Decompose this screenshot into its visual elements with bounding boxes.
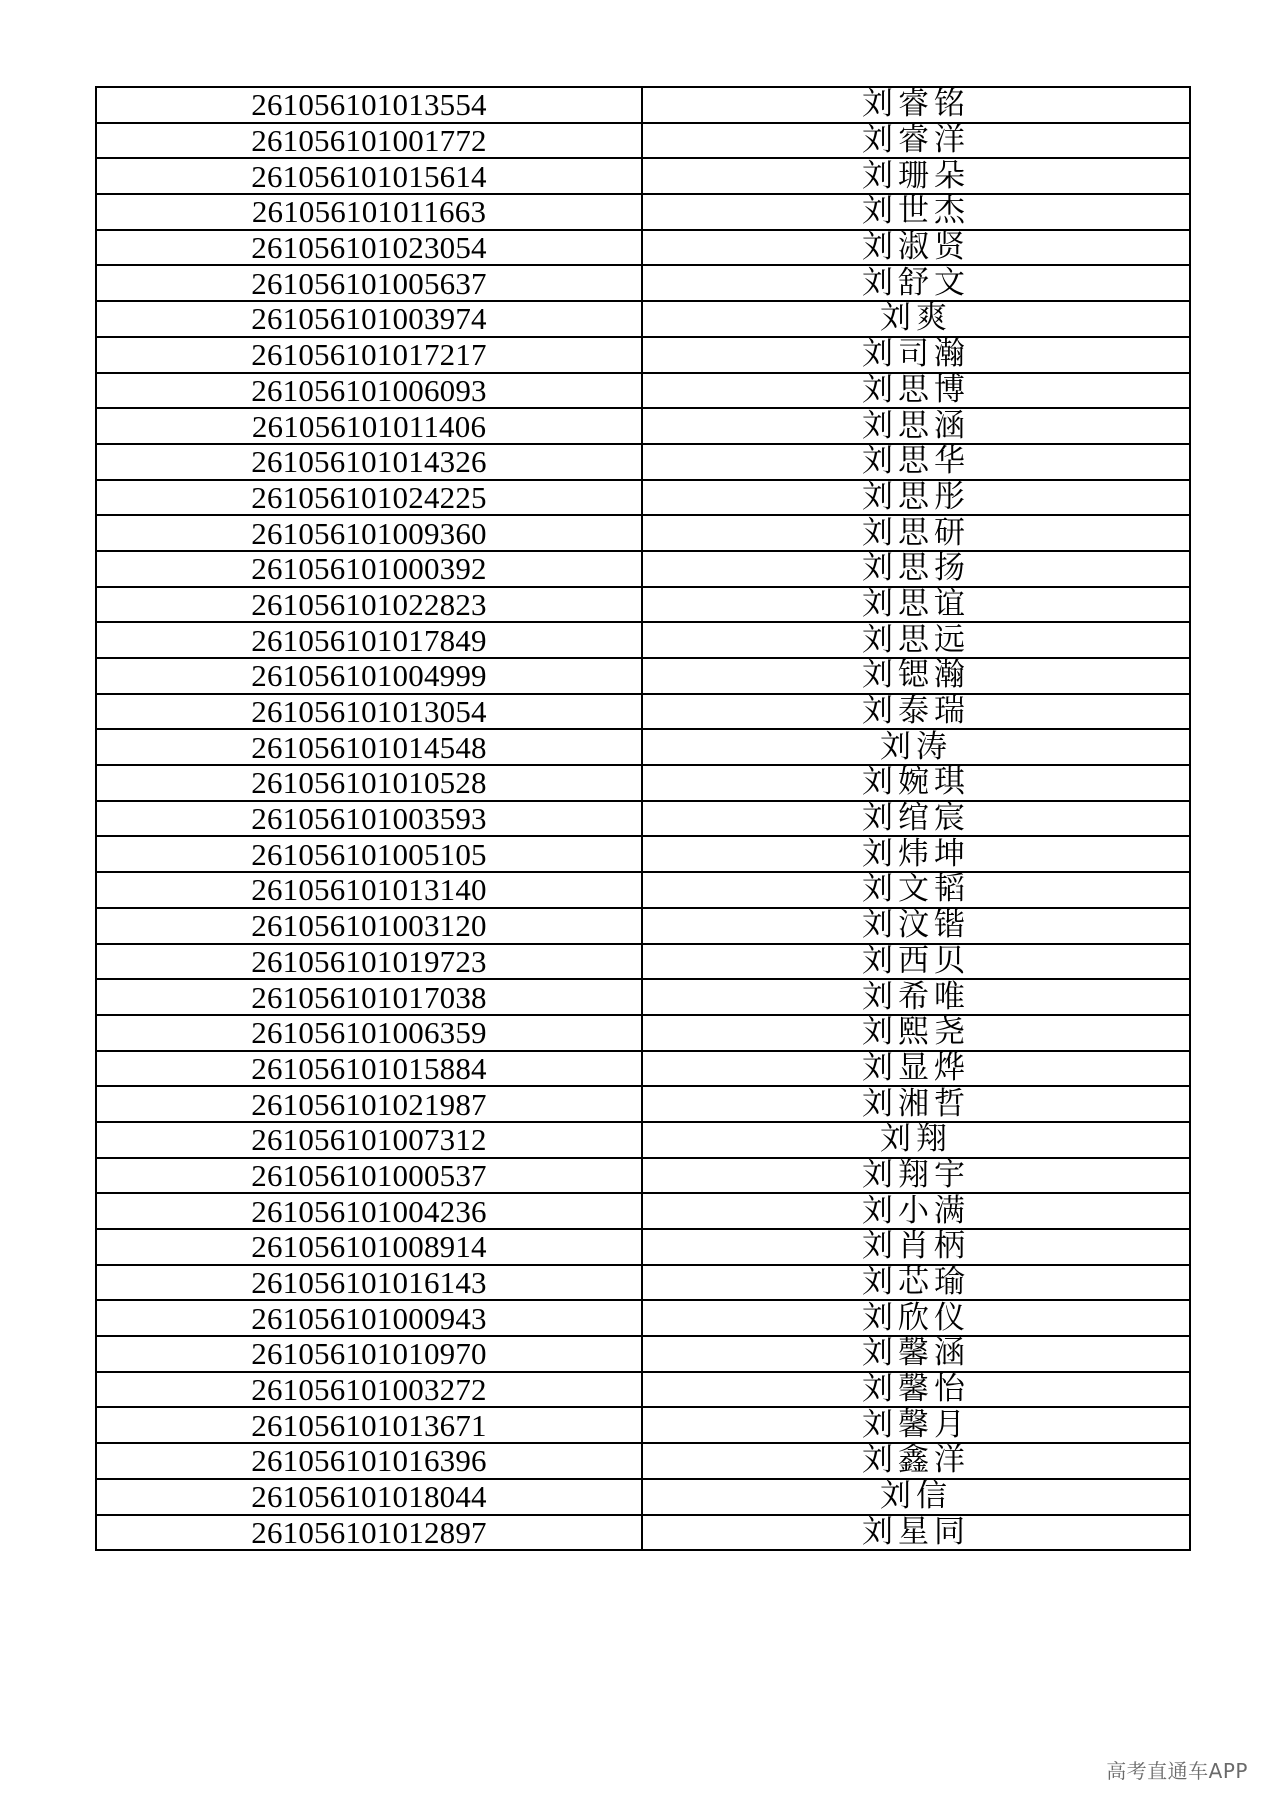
table-row	[96, 1158, 1190, 1194]
candidate-id-cell: 261056101007312	[96, 1122, 642, 1158]
candidate-name-cell: 刘泰瑞	[642, 694, 1190, 730]
candidate-id-cell: 261056101008914	[96, 1229, 642, 1265]
roster-table-body	[96, 87, 1190, 1550]
candidate-id-cell: 261056101019723	[96, 944, 642, 980]
table-row	[96, 1372, 1190, 1408]
table-row	[96, 230, 1190, 266]
candidate-id-cell: 261056101000943	[96, 1300, 642, 1336]
watermark-text: 高考直通车APP	[1106, 1759, 1248, 1783]
table-row	[96, 1515, 1190, 1551]
candidate-id-cell: 261056101005637	[96, 265, 642, 301]
table-row	[96, 194, 1190, 230]
candidate-name-cell: 刘思扬	[642, 551, 1190, 587]
table-row	[96, 1086, 1190, 1122]
table-row	[96, 408, 1190, 444]
candidate-name-cell: 刘西贝	[642, 944, 1190, 980]
candidate-id-cell: 261056101013554	[96, 87, 642, 123]
candidate-name-cell: 刘湘哲	[642, 1086, 1190, 1122]
candidate-id-cell: 261056101012897	[96, 1515, 642, 1551]
candidate-name-cell: 刘世杰	[642, 194, 1190, 230]
candidate-name-cell: 刘馨怡	[642, 1372, 1190, 1408]
roster-sheet	[95, 86, 1189, 1551]
candidate-name-cell: 刘绾宸	[642, 801, 1190, 837]
candidate-id-cell: 261056101015614	[96, 158, 642, 194]
candidate-name-cell: 刘睿铭	[642, 87, 1190, 123]
candidate-id-cell: 261056101003272	[96, 1372, 642, 1408]
table-row	[96, 480, 1190, 516]
table-row	[96, 729, 1190, 765]
table-row	[96, 123, 1190, 159]
table-row	[96, 872, 1190, 908]
candidate-id-cell: 261056101006093	[96, 373, 642, 409]
candidate-name-cell: 刘珊朵	[642, 158, 1190, 194]
candidate-name-cell: 刘小满	[642, 1193, 1190, 1229]
candidate-name-cell: 刘思涵	[642, 408, 1190, 444]
candidate-name-cell: 刘睿洋	[642, 123, 1190, 159]
candidate-id-cell: 261056101006359	[96, 1015, 642, 1051]
table-row	[96, 765, 1190, 801]
table-row	[96, 1300, 1190, 1336]
table-row	[96, 87, 1190, 123]
candidate-id-cell: 261056101011406	[96, 408, 642, 444]
candidate-id-cell: 261056101003120	[96, 908, 642, 944]
candidate-name-cell: 刘思研	[642, 515, 1190, 551]
candidate-id-cell: 261056101014326	[96, 444, 642, 480]
table-row	[96, 622, 1190, 658]
table-row	[96, 1051, 1190, 1087]
candidate-name-cell: 刘思谊	[642, 587, 1190, 623]
candidate-name-cell: 刘淑贤	[642, 230, 1190, 266]
candidate-id-cell: 261056101013140	[96, 872, 642, 908]
table-row	[96, 836, 1190, 872]
table-row	[96, 979, 1190, 1015]
candidate-id-cell: 261056101015884	[96, 1051, 642, 1087]
candidate-name-cell: 刘翔宇	[642, 1158, 1190, 1194]
candidate-name-cell: 刘肖柄	[642, 1229, 1190, 1265]
candidate-id-cell: 261056101003974	[96, 301, 642, 337]
candidate-name-cell: 刘希唯	[642, 979, 1190, 1015]
table-row	[96, 1229, 1190, 1265]
table-row	[96, 337, 1190, 373]
candidate-name-cell: 刘思华	[642, 444, 1190, 480]
table-row	[96, 1479, 1190, 1515]
candidate-name-cell: 刘锶瀚	[642, 658, 1190, 694]
candidate-id-cell: 261056101000537	[96, 1158, 642, 1194]
candidate-name-cell: 刘翔	[642, 1122, 1190, 1158]
candidate-id-cell: 261056101017038	[96, 979, 642, 1015]
candidate-id-cell: 261056101013054	[96, 694, 642, 730]
candidate-name-cell: 刘欣仪	[642, 1300, 1190, 1336]
candidate-name-cell: 刘思彤	[642, 480, 1190, 516]
candidate-id-cell: 261056101010528	[96, 765, 642, 801]
candidate-id-cell: 261056101023054	[96, 230, 642, 266]
table-row	[96, 908, 1190, 944]
table-row	[96, 373, 1190, 409]
candidate-id-cell: 261056101001772	[96, 123, 642, 159]
candidate-name-cell: 刘思博	[642, 373, 1190, 409]
table-row	[96, 694, 1190, 730]
candidate-name-cell: 刘司瀚	[642, 337, 1190, 373]
candidate-id-cell: 261056101010970	[96, 1336, 642, 1372]
table-row	[96, 158, 1190, 194]
candidate-name-cell: 刘馨涵	[642, 1336, 1190, 1372]
candidate-name-cell: 刘星同	[642, 1515, 1190, 1551]
table-row	[96, 1407, 1190, 1443]
table-row	[96, 1015, 1190, 1051]
candidate-id-cell: 261056101005105	[96, 836, 642, 872]
candidate-name-cell: 刘舒文	[642, 265, 1190, 301]
candidate-name-cell: 刘汶锴	[642, 908, 1190, 944]
table-row	[96, 265, 1190, 301]
candidate-name-cell: 刘文韬	[642, 872, 1190, 908]
candidate-id-cell: 261056101017217	[96, 337, 642, 373]
candidate-id-cell: 261056101024225	[96, 480, 642, 516]
candidate-name-cell: 刘显烨	[642, 1051, 1190, 1087]
table-row	[96, 515, 1190, 551]
table-row	[96, 1265, 1190, 1301]
candidate-id-cell: 261056101018044	[96, 1479, 642, 1515]
candidate-id-cell: 261056101009360	[96, 515, 642, 551]
table-row	[96, 444, 1190, 480]
table-row	[96, 1122, 1190, 1158]
table-row	[96, 1193, 1190, 1229]
table-row	[96, 1443, 1190, 1479]
candidate-name-cell: 刘鑫洋	[642, 1443, 1190, 1479]
candidate-id-cell: 261056101011663	[96, 194, 642, 230]
table-row	[96, 944, 1190, 980]
candidate-id-cell: 261056101021987	[96, 1086, 642, 1122]
candidate-name-cell: 刘芯瑜	[642, 1265, 1190, 1301]
candidate-id-cell: 261056101014548	[96, 729, 642, 765]
candidate-id-cell: 261056101016396	[96, 1443, 642, 1479]
table-row	[96, 1336, 1190, 1372]
candidate-id-cell: 261056101017849	[96, 622, 642, 658]
candidate-id-cell: 261056101004236	[96, 1193, 642, 1229]
candidate-id-cell: 261056101013671	[96, 1407, 642, 1443]
table-row	[96, 551, 1190, 587]
candidate-name-cell: 刘思远	[642, 622, 1190, 658]
candidate-name-cell: 刘涛	[642, 729, 1190, 765]
roster-table	[95, 86, 1191, 1551]
candidate-name-cell: 刘爽	[642, 301, 1190, 337]
candidate-name-cell: 刘熙尧	[642, 1015, 1190, 1051]
candidate-id-cell: 261056101022823	[96, 587, 642, 623]
candidate-id-cell: 261056101016143	[96, 1265, 642, 1301]
candidate-name-cell: 刘信	[642, 1479, 1190, 1515]
candidate-name-cell: 刘炜坤	[642, 836, 1190, 872]
candidate-name-cell: 刘婉琪	[642, 765, 1190, 801]
table-row	[96, 658, 1190, 694]
candidate-id-cell: 261056101003593	[96, 801, 642, 837]
table-row	[96, 801, 1190, 837]
candidate-id-cell: 261056101004999	[96, 658, 642, 694]
table-row	[96, 301, 1190, 337]
candidate-id-cell: 261056101000392	[96, 551, 642, 587]
table-row	[96, 587, 1190, 623]
candidate-name-cell: 刘馨月	[642, 1407, 1190, 1443]
